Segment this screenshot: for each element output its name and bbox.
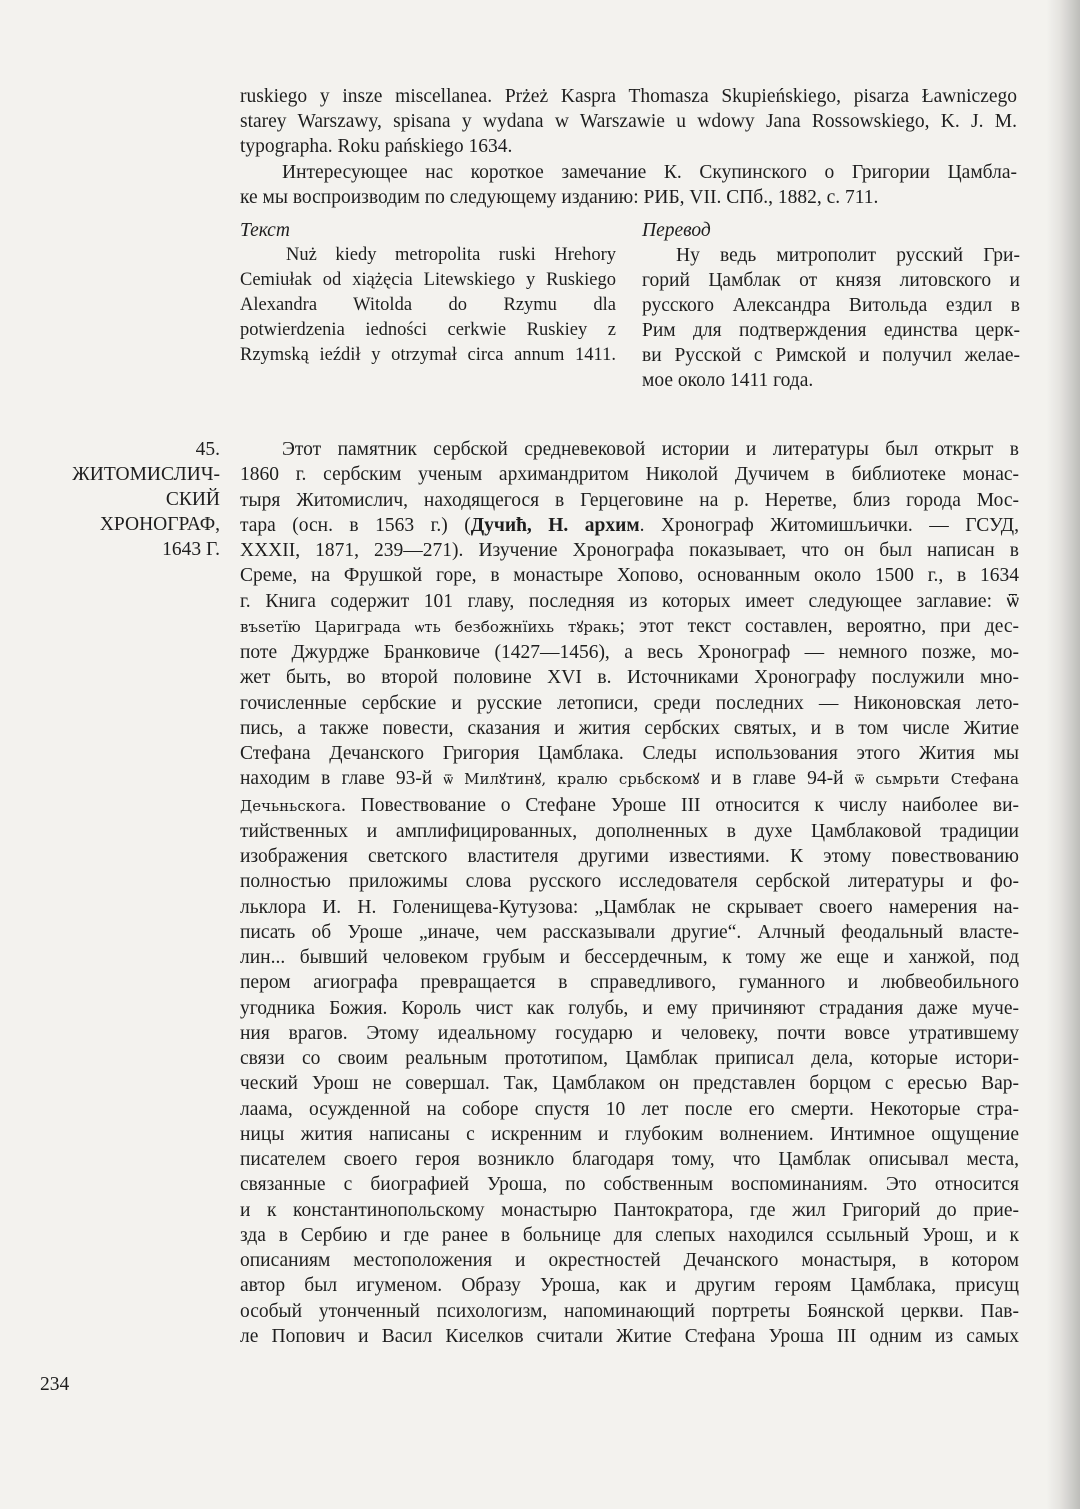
text-line: лаама, осужденной на соборе спустя 10 лет после его смерти. Некоторые стра- (240, 1098, 1019, 1120)
column-heading-translation: Перевод (642, 220, 711, 241)
text-line: ле Попович и Васил Киселков считали Житие Стефана Уроша III одним из самых (240, 1325, 1019, 1347)
section-date: 1643 Г. (162, 539, 220, 560)
text-line: potwierdzenia iedności cerkwie Ruskiey z (240, 320, 616, 340)
text-line: Cemiułak od xiążęcia Litewskiego y Ruskiego (240, 270, 616, 290)
text-line: ния врагов. Этому идеальному государю и человеку, почти вовсе утратившему (240, 1022, 1019, 1044)
text-line: Среме, на Фрушкой горе, в монастыре Хопово, основанным около 1500 г., в 1634 (240, 565, 1019, 587)
text-line: льклора И. Н. Голенищева-Кутузова: „Цамблак не скрывает своего намерения на- (240, 896, 1019, 918)
citation-author: Дучић, Н. архим (470, 514, 640, 536)
text-line: 1860 г. сербским ученым архимандритом Николой Дучичем в библиотеке монас- (240, 464, 1019, 486)
section-number: 45. (195, 439, 220, 460)
text-line: Рим для подтверждения единства церк- (642, 320, 1020, 341)
text-line: ке мы воспроизводим по следующему изданию: РИБ, VII. СПб., 1882, с. 711. (240, 187, 879, 208)
text-line: зда в Сербию и где ранее в больнице для слепых находился ссыльный Урош, и к (240, 1224, 1019, 1246)
original-text-column (240, 218, 616, 368)
text-line: автор был игуменом. Образу Уроша, как и другим героям Цамблака, присущ (240, 1275, 1019, 1297)
source-note-paragraph (240, 160, 1017, 210)
text-line: Стефана Дечанского Григория Цамблака. Следы использования этого Жития мы (240, 743, 1019, 764)
text-line: полностью приложимы слова русского исследователя сербской литературы и фо- (240, 871, 1019, 893)
text-line: связанные с биографией Уроша, по собственным воспоминаниям. Это относится (240, 1174, 1019, 1196)
text-run: тара (осн. в 1563 г.) ( (240, 514, 471, 536)
text-line: горий Цамблак от князя литовского и (642, 270, 1020, 291)
text-line: ницы жития написаны с искренним и глубоким волнением. Интимное ощущение (240, 1123, 1019, 1145)
text-run: . Хронограф Житомишљички. — ГСУД, (639, 514, 1019, 536)
text-line (240, 513, 1019, 538)
church-slavonic-quote: ѿ сьмрьти Стефана (854, 770, 1019, 789)
text-line: писать об Уроше „иначе, чем рассказывали другие“. Алчный феодальный власте- (240, 921, 1019, 943)
text-line: Nuż kiedy metropolita ruski Hrehory (286, 245, 616, 265)
text-line: поте Джурдже Бранковиче (1427—1456), а весь Хронограф — немного позже, мо- (240, 642, 1019, 663)
text-line: угодника Божия. Король чист как голубь, и ему причиняют страдания даже муче- (240, 997, 1019, 1019)
text-line: мое около 1411 года. (642, 370, 814, 391)
text-line: описаниям местоположения и окрестностей Дечанского монастыря, в котором (240, 1250, 1019, 1271)
section-title-line: ЖИТОМИСЛИЧ- (72, 464, 220, 485)
section-margin-heading (40, 437, 220, 562)
text-line: Этот памятник сербской средневековой истории и литературы был открыт в (282, 439, 1019, 460)
text-line: Ну ведь митрополит русский Гри- (676, 245, 1020, 266)
text-line: русского Александра Витольда ездил в (642, 295, 1020, 316)
text-line: Rzymską ieźdił y otrzymał circa annum 1411. (240, 345, 616, 365)
intro-paragraph (240, 84, 1017, 159)
text-line: ruskiego y insze miscellanea. Prżeż Kaspra Thomasza Skupieńskiego, pisarza Ławniczego (240, 86, 1017, 107)
text-line: особый утонченный психологизм, напоминающий портреты Боянской церкви. Пав- (240, 1300, 1019, 1322)
text-line: Интересующее нас короткое замечание К. Скупинского о Григории Цамбла- (282, 162, 1017, 183)
section-title-line: СКИЙ (165, 489, 220, 510)
church-slavonic-quote: въѕетїю Цариграда ѡть безбожнїихь тꙋракь (240, 617, 620, 636)
text-line (240, 793, 1019, 819)
church-slavonic-quote: ѿ Милꙋтинꙋ, кралю срьбскомꙋ (443, 770, 700, 789)
text-line: пись, а также повести, сказания и жития сербских святых, и в том числе Житие (240, 717, 1019, 739)
text-line: г. Книга содержит 101 главу, последняя из которых имеет следующее заглавие: ѿ (240, 590, 1019, 612)
text-line: связи со своим реальным прототипом, Цамблак приписал дела, которые истори- (240, 1048, 1019, 1069)
main-body-text (240, 437, 1019, 1349)
text-line: изображения светского властителя другими известиями. К этому повествованию (240, 846, 1019, 867)
text-line: starey Warszawy, spisana y wydana w Warszawie u wdowy Jana Rossowskiego, K. J. M. (240, 111, 1017, 132)
text-line (240, 766, 1019, 792)
text-line: тийственных и амплифицированных, дополненных в духе Цамблаковой традиции (240, 820, 1019, 842)
text-line: тыря Житомислич, находящегося в Герцеговине на р. Неретве, близ города Мос- (240, 489, 1019, 511)
column-heading-text: Текст (240, 220, 290, 241)
text-line: жет быть, во второй половине XVI в. Источниками Хронографу послужили мно- (240, 667, 1019, 689)
text-line: Alexandra Witolda do Rzymu dla (240, 295, 616, 315)
text-line: ви Русской с Римской и получил желае- (642, 345, 1020, 366)
section-title-line: ХРОНОГРАФ, (99, 514, 220, 535)
text-line: и к константинопольскому монастырю Пантократора, где жил Григорий до прие- (240, 1199, 1019, 1221)
text-line: лин... бывший человеком грубым и бессердечным, к тому же еще и ханжой, под (240, 947, 1019, 968)
text-line: typographa. Roku pańskiego 1634. (240, 136, 513, 157)
text-run: ; этот текст составлен, вероятно, при дес- (619, 615, 1019, 637)
text-run: и в главе 94-й (699, 768, 855, 790)
translation-column (642, 218, 1020, 393)
text-line: писателем своего героя возникло благодаря тому, что Цамблак описывал места, (240, 1149, 1019, 1170)
text-line: ческий Урош не совершал. Так, Цамблаком он представлен борцом с ересью Вар- (240, 1073, 1019, 1095)
text-line: пером агиографа превращается в справедливого, гуманного и любвеобильного (240, 972, 1019, 994)
text-line: XXXII, 1871, 239—271). Изучение Хронографа показывает, что он был написан в (240, 540, 1019, 561)
text-run: . Повествование о Стефане Уроше III относится к числу наиболее ви- (340, 794, 1019, 816)
text-line (240, 614, 1019, 640)
text-line: гочисленные сербские и русские летописи, среди последних — Никоновская лето- (240, 692, 1019, 714)
page-number: 234 (40, 1374, 70, 1395)
church-slavonic-quote: Дечьньскога (240, 796, 341, 815)
text-run: находим в главе 93-й (240, 768, 444, 790)
page-edge-shadow (1046, 0, 1080, 1509)
